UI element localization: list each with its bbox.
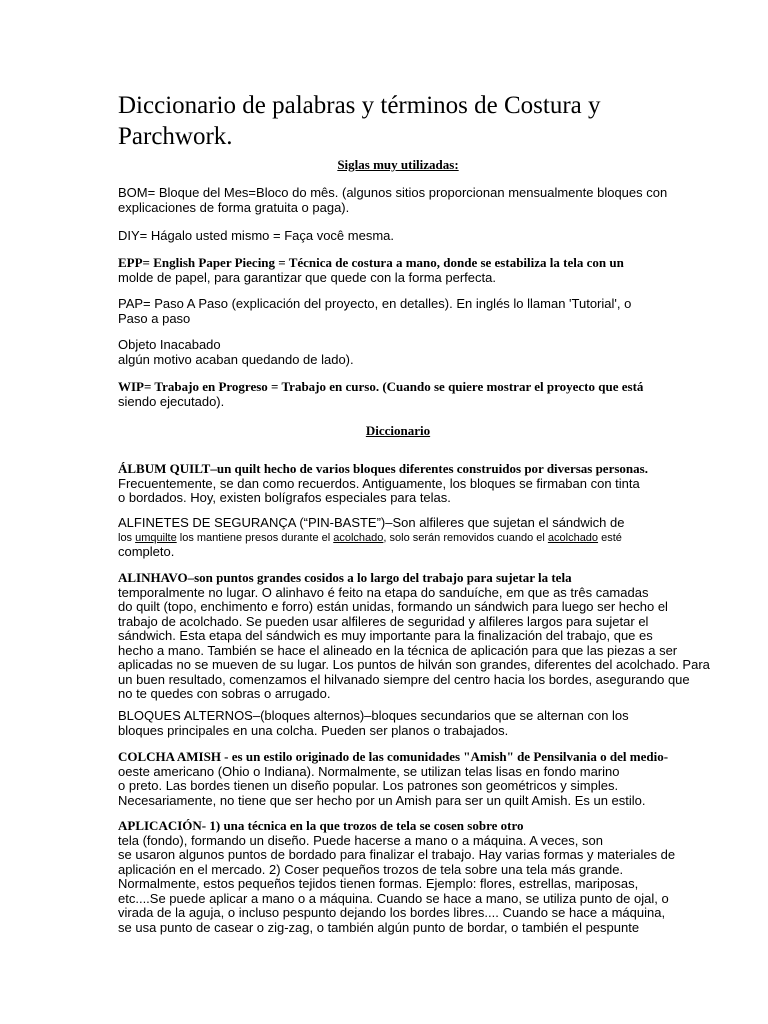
underlined-word: acolchado [547,531,599,544]
text-line: hecho a mano. También se hace el alineado en la técnica de aplicación para que las piezas a ser [118,642,678,658]
text-line: BLOQUES ALTERNOS–(bloques alternos)–bloques secundarios que se alternan con los [118,708,629,723]
text-run: los [118,531,136,544]
entry-wip [118,380,678,409]
text-line: sándwich. Esta etapa del sándwich es muy importante para la finalización del trabajo, que es [118,628,653,643]
text-line: DIY= Hágalo usted mismo = Faça você mesma. [118,228,395,243]
siglas-heading: Siglas muy utilizadas: [337,157,459,172]
entry-term: WIP= Trabajo en Progreso = Trabajo en curso. (Cuando se quiere mostrar el proyecto que está [118,379,644,394]
title-line: Diccionario de palabras y términos de Costura y [118,92,601,119]
text-line: siendo ejecutado). [118,393,225,409]
text-line: explicaciones de forma gratuita o paga). [118,199,350,215]
text-line: algún motivo acaban quedando de lado). [118,351,354,367]
text-line: trabajo de acolchado. Se pueden usar alfileres de seguridad y alfileres largos para sujetar el [118,613,649,629]
text-line: Objeto Inacabado [118,337,221,352]
entry-term: COLCHA AMISH - es un estilo originado de las comunidades "Amish" de Pensilvania o del medio- [118,749,669,764]
text-line: BOM= Bloque del Mes=Bloco do mês. (algunos sitios proporcionan mensualmente bloques con [118,185,668,200]
entry-aplicacion [118,819,678,935]
text-line: o preto. Las bordes tienen un diseño popular. Los patrones son geométricos y simples. [118,778,619,793]
text-run: esté [598,531,622,544]
text-line: etc....Se puede aplicar a mano o a máquina. Cuando se hace a mano, se utiliza punto de ojal, o [118,890,669,906]
text-line: Necesariamente, no tiene que ser hecho por un Amish para ser un quilt Amish. Es un estilo. [118,792,646,808]
text-line: bloques principales en una colcha. Pueden ser planos o trabajados. [118,722,509,738]
text-line: PAP= Paso A Paso (explicación del proyecto, en detalles). En inglés lo llaman 'Tutorial', o [118,296,632,311]
text-line: Normalmente, estos pequeños tejidos tienen formas. Ejemplo: flores, estrellas, mariposas, [118,876,639,891]
diccionario-heading: Diccionario [365,423,431,438]
text-line: un buen resultado, comenzamos el hilvanado siempre del centro hacia los bordes, asegurando que [118,671,690,687]
title-line: Parchwork. [118,123,233,150]
text-line: ALFINETES DE SEGURANÇA (“PIN-BASTE”)–Son alfileres que sujetan el sándwich de [118,515,625,530]
entry-objeto [118,338,678,367]
text-line: do quilt (topo, enchimento e forro) están unidas, formando un sándwich para luego ser hecho el [118,599,668,614]
entry-pap [118,297,678,326]
text-line: se usaron algunos puntos de bordado para finalizar el trabajo. Hay varias formas y materiales de [118,847,676,862]
entry-colcha-amish [118,750,678,808]
text-line: completo. [118,544,175,559]
entry-alinhavo [118,570,710,702]
entry-term: ALINHAVO–son puntos grandes cosidos a lo largo del trabajo para sujetar la tela [118,570,572,585]
entry-term: APLICACIÓN- 1) una técnica en la que trozos de tela se cosen sobre otro [118,818,524,833]
entry-term: ÁLBUM QUILT–un quilt hecho de varios bloques diferentes construidos por diversas personas. [118,461,648,476]
text-line: virada de la aguja, o incluso pespunto dejando los bordes libres.... Cuando se hace a máquina, [118,905,666,920]
text-line: oeste americano (Ohio o Indiana). Normalmente, se utilizan telas lisas en fondo marino [118,763,620,779]
entry-album-quilt [118,462,678,506]
text-line: o bordados. Hoy, existen bolígrafos especiales para telas. [118,490,451,505]
text-line: molde de papel, para garantizar que quede con la forma perfecta. [118,269,496,285]
entry-bom [118,186,678,215]
document-title [118,90,678,152]
text-line: tela (fondo), formando un diseño. Puede hacerse a mano o a máquina. A veces, son [118,832,603,848]
entry-epp [118,256,678,285]
underlined-word: umquilte [135,531,177,544]
text-run: , solo serán removidos cuando el [383,531,548,544]
entry-alfinetes [118,516,678,560]
text-line: aplicación en el mercado. 2) Coser pequeños trozos de tela sobre una tela más grande. [118,861,624,877]
text-line: aplicadas no se mueven de su lugar. Los puntos de hilván son grandes, diferentes del acolchado. Para [118,657,710,672]
entry-bloques-alternos [118,709,678,738]
entry-diy [118,229,678,244]
text-line: no te quedes con sobras o arrugado. [118,686,331,701]
text-line: temporalmente no lugar. O alinhavo é feito na etapa do sanduíche, em que as três camadas [118,584,649,600]
text-line: Paso a paso [118,310,191,326]
underlined-word: acolchado [333,531,384,544]
text-line: se usa punto de casear o zig-zag, o también algún punto de bordar, o también el pespunte [118,919,640,935]
text-run: los mantiene presos durante el [176,531,334,544]
text-line: Frecuentemente, se dan como recuerdos. Antiguamente, los bloques se firmaban con tinta [118,475,640,491]
entry-term: EPP= English Paper Piecing = Técnica de costura a mano, donde se estabiliza la tela con un [118,255,624,270]
text-line [118,531,678,546]
